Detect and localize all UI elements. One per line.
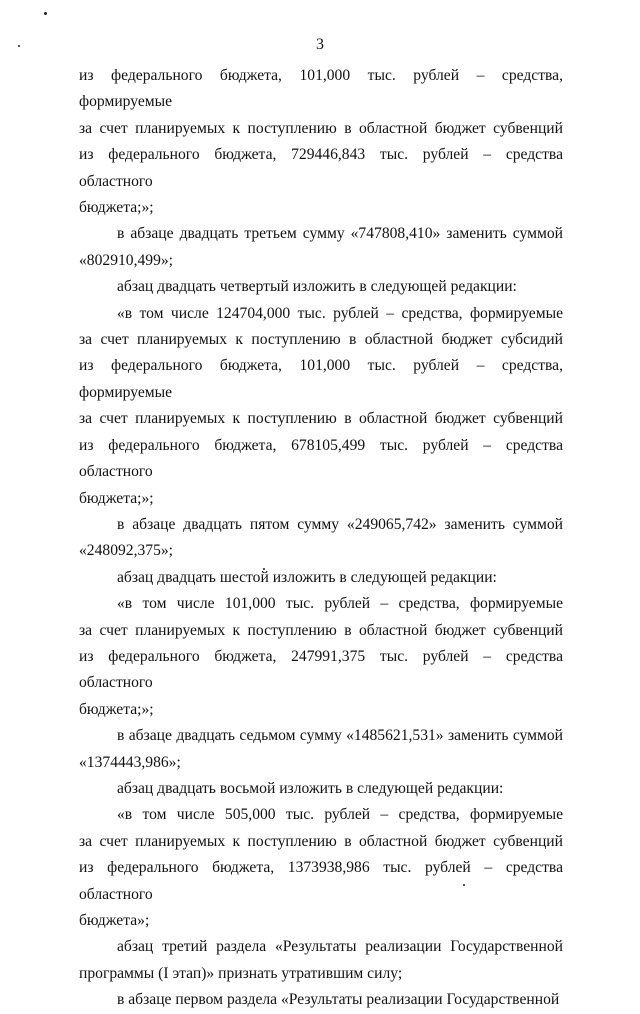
- text-line: бюджета»;: [79, 912, 150, 929]
- paragraph: [79, 591, 563, 723]
- text-line: абзац третий раздела «Результаты реализации Государственной: [117, 938, 563, 956]
- text-line: из федерального бюджета, 678105,499 тыс. рублей – средства областного: [79, 436, 563, 481]
- text-line: абзац двадцать четвертый изложить в следующей редакции:: [117, 278, 517, 296]
- text-line: «802910,499»;: [79, 251, 173, 269]
- text-line: за счет планируемых к поступлению в областной бюджет субвенций: [79, 621, 563, 639]
- text-line: «1374443,986»;: [79, 753, 181, 771]
- text-line: за счет планируемых к поступлению в областной бюджет субсидий: [79, 331, 563, 349]
- text-line: абзац двадцать восьмой изложить в следующей редакции:: [117, 779, 504, 797]
- text-line: из федерального бюджета, 101,000 тыс. рублей – средства, формируемые: [79, 67, 563, 111]
- text-line: бюджета;»;: [79, 489, 154, 507]
- text-line: программы (I этап)» признать утратившим силу;: [79, 964, 403, 982]
- paragraph: [79, 802, 563, 934]
- text-line: «в том числе 101,000 тыс. рублей – средства, формируемые: [117, 595, 563, 613]
- text-line: из федерального бюджета, 729446,843 тыс. рублей – средства областного: [79, 146, 563, 190]
- paragraph: [79, 987, 563, 1013]
- text-line: в абзаце двадцать пятом сумму «249065,742» заменить суммой: [117, 515, 563, 533]
- text-line: из федерального бюджета, 101,000 тыс. рублей – средства, формируемые: [79, 357, 563, 401]
- paragraph: [79, 565, 563, 591]
- paragraph: [79, 723, 563, 776]
- text-line: «в том числе 505,000 тыс. рублей – средства, формируемые: [117, 806, 563, 824]
- text-line: за счет планируемых к поступлению в областной бюджет субвенций: [79, 119, 563, 137]
- paragraph: [79, 274, 563, 300]
- text-line: из федерального бюджета, 247991,375 тыс. рублей – средства областного: [79, 647, 563, 692]
- text-line: абзац двадцать шестой изложить в следующей редакции:: [117, 568, 497, 586]
- paragraph: [79, 512, 563, 565]
- paragraph: [79, 221, 563, 274]
- text-line: «248092,375»;: [79, 542, 173, 560]
- paragraph: [79, 934, 563, 987]
- text-line: из федерального бюджета, 1373938,986 тыс. рублей – средства областного: [79, 859, 563, 903]
- scan-speck: [44, 12, 47, 15]
- text-line: в абзаце двадцать седьмом сумму «1485621,531» заменить суммой: [117, 727, 563, 745]
- text-line: за счет планируемых к поступлению в областной бюджет субвенций: [79, 832, 563, 850]
- page-number: 3: [316, 36, 324, 53]
- paragraph: [79, 776, 563, 802]
- text-line: бюджета;»;: [79, 199, 154, 217]
- document-body: [79, 63, 563, 1014]
- scan-speck: [18, 45, 20, 47]
- text-line: в абзаце первом раздела «Результаты реализации Государственной: [117, 991, 560, 1009]
- paragraph: [79, 63, 563, 221]
- text-line: за счет планируемых к поступлению в областной бюджет субвенций: [79, 410, 563, 428]
- text-line: «в том числе 124704,000 тыс. рублей – средства, формируемые: [117, 304, 563, 322]
- text-line: в абзаце двадцать третьем сумму «747808,410» заменить суммой: [117, 225, 563, 243]
- text-line: бюджета;»;: [79, 700, 154, 718]
- paragraph: [79, 301, 563, 512]
